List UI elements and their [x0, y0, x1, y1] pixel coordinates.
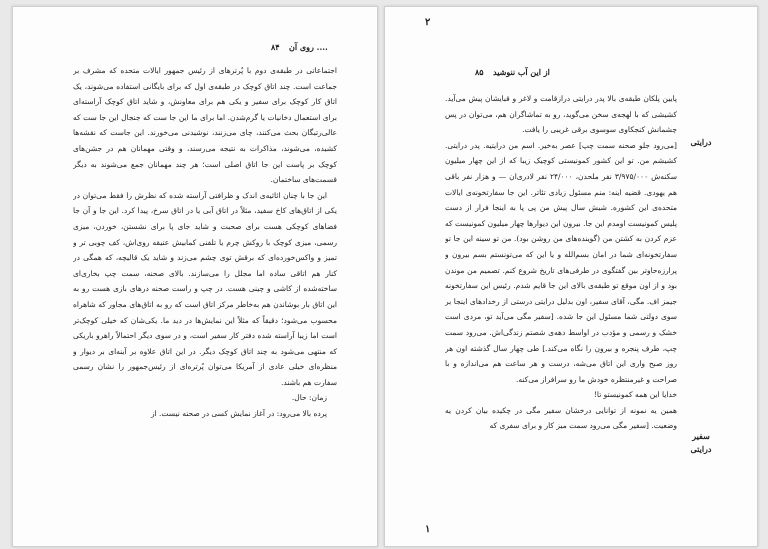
left-paragraph-1: اجتماعاتی در طبقه‌ی دوم با پُرترهای از رئیس جمهور ایالات متحده که مشرف بر جماعت است. چند اتاق کوچک در طبقه‌ی اول که برای بایگانی استفاده می‌شوند، یک اتاق کار کوچک برای سفیر و یکی هم برای معاونش، و شاید اتاق کوچک آراسته‌ای برای استعمال دخانیات یا گرم‌شدن. اما برای ما این جا ست که جنجال این جا ست که عالی‌رتبگان بحث می‌کنند، چای می‌زنند، نوشیدنی می‌خورند. این جاست که نقشه‌ها کشیده، می‌شوند، مذاکرات به نتیجه می‌رسند، و وقتی مهمانان هم در جشن‌های کوچک بر پاست این جا اتاق اصلی است؛ هر چند مهمانان جمع می‌شوند به دیگر قسمت‌های ساختمان. — [73, 66, 337, 185]
right-page-bottom-mark: ۱ — [425, 524, 431, 535]
right-page-number: ۸۵ — [475, 67, 484, 77]
speaker-name-priest: درایتی — [690, 137, 712, 147]
speaker-name-ambassador: سفیر — [692, 431, 710, 441]
left-paragraph-4: پرده بالا می‌رود: در آغاز نمایش کسی در صحنه نیست. از — [150, 409, 327, 419]
left-paragraph-3: زمان: حال. — [291, 393, 327, 403]
left-running-title: روی آن .... — [289, 42, 328, 52]
left-page-header — [13, 42, 377, 56]
left-page-number: ۸۴ — [271, 42, 280, 52]
left-page — [12, 6, 378, 547]
right-paragraph-3: خدایا این همه کمونیستو تا! — [593, 390, 677, 400]
right-page-header — [385, 67, 757, 81]
right-paragraph-4: همین یه نمونه از توانایی درخشان سفیر مگی در چکیده بیان کردن یه وضعیت. [سفیر مگی می‌رود سمت میز کار و برای سفری که — [445, 405, 677, 431]
right-page — [384, 6, 758, 547]
left-paragraph-2: این جا با چنان اثاثیه‌ی اندک و ظرافتی آراسته شده که نظرش را فقط می‌توان در یکی از اتاق‌های کاخ سفید، مثلاً در اتاق آبی یا در اتاق سرخ، پیدا کرد. این جا و آن جا فضاهای کوچکی هست برای صحبت و شاید جای پا برای نشستن، خوردن، میزی رسمی، میزی کوچک با رو‌کش چرم یا تلفنی کمابیش عتیقه روی‌اش، کف چوبی تر و تمیز و واکس‌خورده‌ای که برقش توی چشم می‌زند و شاید یک قالیچه، که همگی در کنار هم اتاقی ساده اما مجلل را می‌سازند. بالای صحنه، سمت چپ بخاری‌ای ساخته‌شده از کاشی و چینی هست. در چپ و راست صحنه درهای بازی هست رو به این اتاق بار بوشاندن هم به‌خاطر مرکز اتاق است که رو به اتاق‌های مجاور که شاهراه محسوب می‌شود؛ دقیقاً که مثلاً این نمایش‌ها در دید ما. یکی‌شان که خیلی کوچک‌تر است اما زیبا آراسته شده دفتر کار سفیر است، و در سوی دیگر احتمالاً راهرو باریکی که منتهی می‌شود به چند اتاق کوچک دیگر. در این اتاق علاوه بر آینه‌ای بر دیوار و منظره‌ای خیلی عادی از آمریکا می‌توان پُرتره‌ای از رئیس‌جمهور را نشان رسمی سفارت هم باشند. — [73, 190, 337, 387]
right-running-title: از این آب ننوشید — [493, 67, 550, 77]
right-page-body — [445, 91, 677, 511]
speaker-name-priest-2: درایتی — [690, 444, 712, 454]
right-page-corner-mark: ۲ — [425, 17, 431, 28]
right-paragraph-1: پایین پلکان طبقه‌ی بالا پدر درایتی درازقامت و لاغر و قبایشان پیش می‌آید. کشیشی که با لهجه‌ی سخن می‌گوید، رو به تماشاگران هم، می‌توان در پس چشمانش کنجکاوی سوسوی برقی غریبی را یافت. — [445, 94, 677, 135]
left-page-body — [73, 63, 337, 513]
right-paragraph-2: [می‌رود جلو صحنه سمت چپ] عصر به‌خیر. اسم من درایتیه. پدر درایتی. کشیشم من. تو این کشور کمونیستی کوچیک زیبا که از این چهار میلیون سکنه‌ش ۳/۹۷۵/۰۰۰ نفر ملحدن، ۲۴/۰۰۰ نفر لادری‌ان — و هزار نفر باقی هم یهودی. قضیه اینه: منم مسئول زیادی تئاتر. این جا سفارتخونه‌ی ایالات متحده‌ی این کشوره. شیش سال پیش من پی پا به اینجا فرار از دست پلیس کمونیست اومدم این جا. بیرون این دیوارها چهار میلیون کمونیست که عزم کردن به کشتن من (گوینده‌های من روشن بود). من تو سینه این جا تو سفارتخونه‌ای شما در امان بسم‌الله و یا این که می‌تونستم بسم بیرون و پرارزه‌حاوتر بین گفتگوی در طرفی‌های تاریخ شروع کنم. تصمیم من موندن بود و از اون موقع تو طبقه‌ی بالای این جا قایم شدم. رئیس این سفارتخونه جیمز اف. مگی، آقای سفیر، اون بدلیل درایتی درستی از رخدادهای اینجا بر سوی دولتی شما مسئول این جا شده. [سفیر مگی می‌آید تو، مردی است خشک و رسمی و مؤدب در اواسط دهه‌ی شصتم زندگی‌اش. می‌رود سمت چپ، طرف پنجره و بیرون را نگاه می‌کند.] طی چهار سال گذشته اون هر روز صبح واری این اتاق می‌شه، درست و هر ساعت هم می‌اندازه و با صراحت و غیرمنتظره خودش ما رو سرافراز می‌کنه. — [445, 140, 677, 384]
